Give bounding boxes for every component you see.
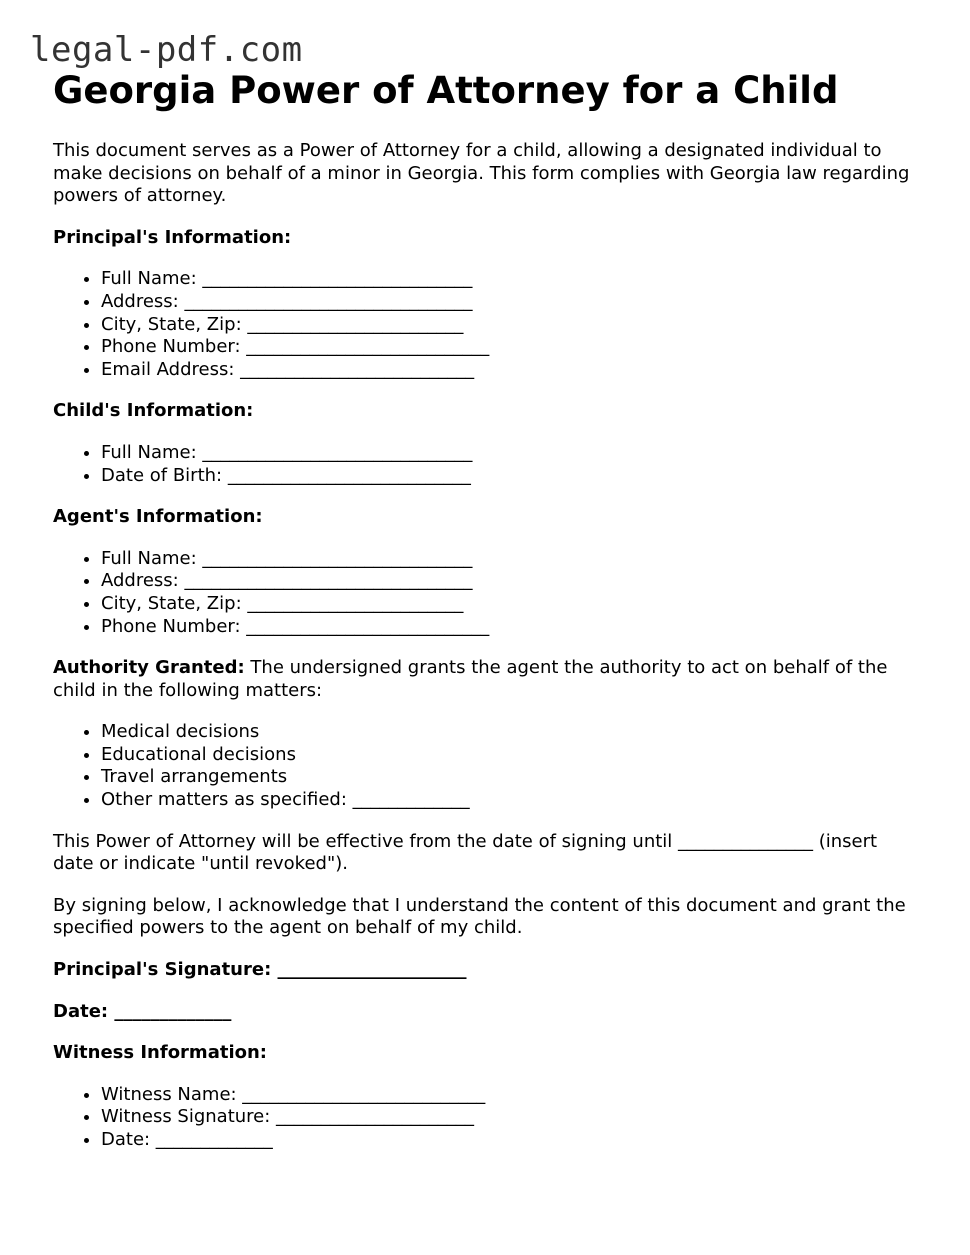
- authority-list: [53, 721, 923, 811]
- witness-name: • Witness Name: ___________________________: [101, 1084, 923, 1107]
- authority-medical: • Medical decisions: [101, 721, 923, 744]
- agent-list: [53, 548, 923, 638]
- child-full-name: • Full Name: ______________________________: [101, 442, 923, 465]
- principal-email: • Email Address: __________________________: [101, 359, 923, 382]
- authority-label: Authority Granted:: [53, 657, 245, 679]
- child-date-of-birth: • Date of Birth: ___________________________: [101, 465, 923, 488]
- principal-address: • Address: ________________________________: [101, 291, 923, 314]
- agent-address: • Address: ________________________________: [101, 570, 923, 593]
- principal-signature-line: Principal's Signature: _____________________: [53, 959, 467, 981]
- agent-heading: Agent's Information:: [53, 506, 263, 528]
- witness-heading: Witness Information:: [53, 1042, 267, 1064]
- authority-text: The undersigned grants the agent the authority to act on behalf of the child in the following matters:: [53, 657, 888, 701]
- authority-other: • Other matters as specified: _____________: [101, 789, 923, 812]
- agent-city-state-zip: • City, State, Zip: ________________________: [101, 593, 923, 616]
- principal-list: [53, 268, 923, 381]
- principal-heading: Principal's Information:: [53, 226, 292, 248]
- agent-phone: • Phone Number: ___________________________: [101, 616, 923, 639]
- authority-travel: • Travel arrangements: [101, 766, 923, 789]
- child-heading: Child's Information:: [53, 400, 254, 422]
- intro-paragraph: This document serves as a Power of Attorney for a child, allowing a designated individual to make decisions on behalf of a minor in Georgia. This form complies with Georgia law regarding powers of attorney.: [53, 140, 910, 207]
- effective-paragraph: This Power of Attorney will be effective from the date of signing until _______________ (insert date or indicate "until revoked").: [53, 830, 878, 875]
- witness-date: • Date: _____________: [101, 1129, 923, 1152]
- principal-city-state-zip: • City, State, Zip: ________________________: [101, 314, 923, 337]
- document-title: Georgia Power of Attorney for a Child: [53, 69, 839, 112]
- document-page: [53, 66, 923, 1152]
- authority-educational: • Educational decisions: [101, 744, 923, 767]
- child-list: [53, 442, 923, 487]
- principal-full-name: • Full Name: ______________________________: [101, 268, 923, 291]
- principal-phone: • Phone Number: ___________________________: [101, 336, 923, 359]
- signature-date-line: Date: _____________: [53, 1000, 232, 1022]
- authority-paragraph: [53, 657, 923, 702]
- witness-signature: • Witness Signature: ______________________: [101, 1106, 923, 1129]
- witness-list: [53, 1084, 923, 1152]
- agent-full-name: • Full Name: ______________________________: [101, 548, 923, 571]
- acknowledge-paragraph: By signing below, I acknowledge that I understand the content of this document and grant the specified powers to the agent on behalf of my child.: [53, 894, 906, 939]
- watermark: legal-pdf.com: [30, 30, 303, 70]
